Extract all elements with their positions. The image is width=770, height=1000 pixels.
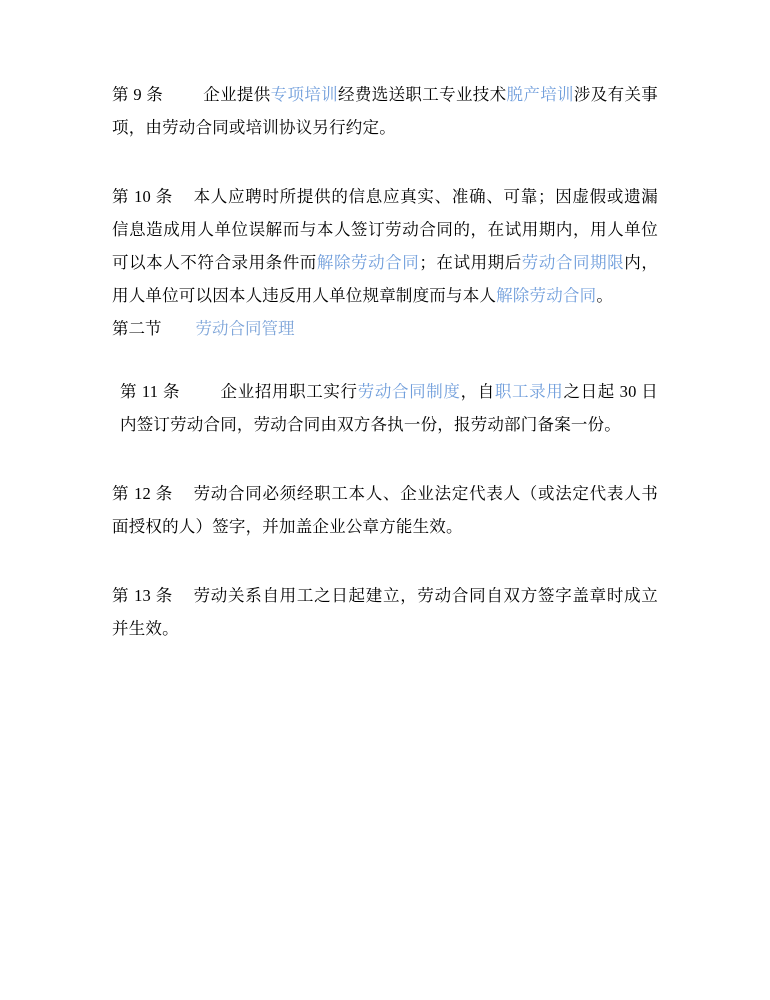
segment-text: 内，用人单位可以因本人违反用人单位规章制度而与本人 — [112, 253, 659, 305]
segment-text: 劳动关系自用工之日起建立，劳动合同自双方签字盖章时成立并生效。 — [112, 586, 659, 638]
segment-text: 劳动合同必须经职工本人、企业法定代表人（或法定代表人书面授权的人）签字，并加盖企业公章方能生效。 — [112, 484, 659, 536]
paragraph-gap — [112, 543, 658, 579]
segment-link-special-training[interactable]: 专项培训 — [270, 85, 339, 104]
segment-link-contract-term[interactable]: 劳动合同期限 — [521, 253, 625, 272]
section-heading-label: 第二节 — [112, 319, 162, 338]
paragraph-article-10 — [112, 180, 658, 312]
segment-text: 涉及有关事项，由劳动合同或培训协议另行约定。 — [112, 85, 658, 137]
article-label: 第 12 条 — [112, 484, 174, 503]
article-label: 第 9 条 — [112, 85, 164, 104]
segment-text: 之日起 30 日内签订劳动合同，劳动合同由双方各执一份，报劳动部门备案一份。 — [120, 382, 658, 434]
segment-text: ，自 — [460, 382, 495, 401]
article-label: 第 11 条 — [120, 382, 181, 401]
paragraph-gap — [112, 441, 658, 477]
segment-text: 本人应聘时所提供的信息应真实、准确、可靠；因虚假或遗漏信息造成用人单位误解而与本人签订劳动合同的，在试用期内，用人单位可以本人不符合录用条件而 — [112, 187, 659, 272]
paragraph-gap — [112, 345, 658, 375]
segment-text: ；在试用期后 — [419, 253, 522, 272]
paragraph-article-11 — [112, 375, 658, 441]
segment-text: 企业招用职工实行 — [220, 382, 358, 401]
segment-link-offjob-training[interactable]: 脱产培训 — [506, 85, 574, 104]
segment-text: 经费选送职工专业技术 — [338, 85, 507, 104]
paragraph-gap — [112, 144, 658, 180]
paragraph-article-9 — [112, 78, 658, 144]
paragraph-article-12 — [112, 477, 658, 543]
segment-link-contract-system[interactable]: 劳动合同制度 — [357, 382, 461, 401]
paragraph-article-13 — [112, 579, 658, 645]
section-heading — [112, 312, 658, 345]
segment-link-terminate-contract-1[interactable]: 解除劳动合同 — [316, 253, 420, 272]
article-label: 第 13 条 — [112, 586, 174, 605]
segment-text: 企业提供 — [203, 85, 271, 104]
article-label: 第 10 条 — [112, 187, 174, 206]
section-heading-title[interactable]: 劳动合同管理 — [195, 319, 295, 338]
segment-text: 。 — [596, 286, 614, 305]
segment-link-employee-hiring[interactable]: 职工录用 — [494, 382, 564, 401]
segment-link-terminate-contract-2[interactable]: 解除劳动合同 — [496, 286, 597, 305]
